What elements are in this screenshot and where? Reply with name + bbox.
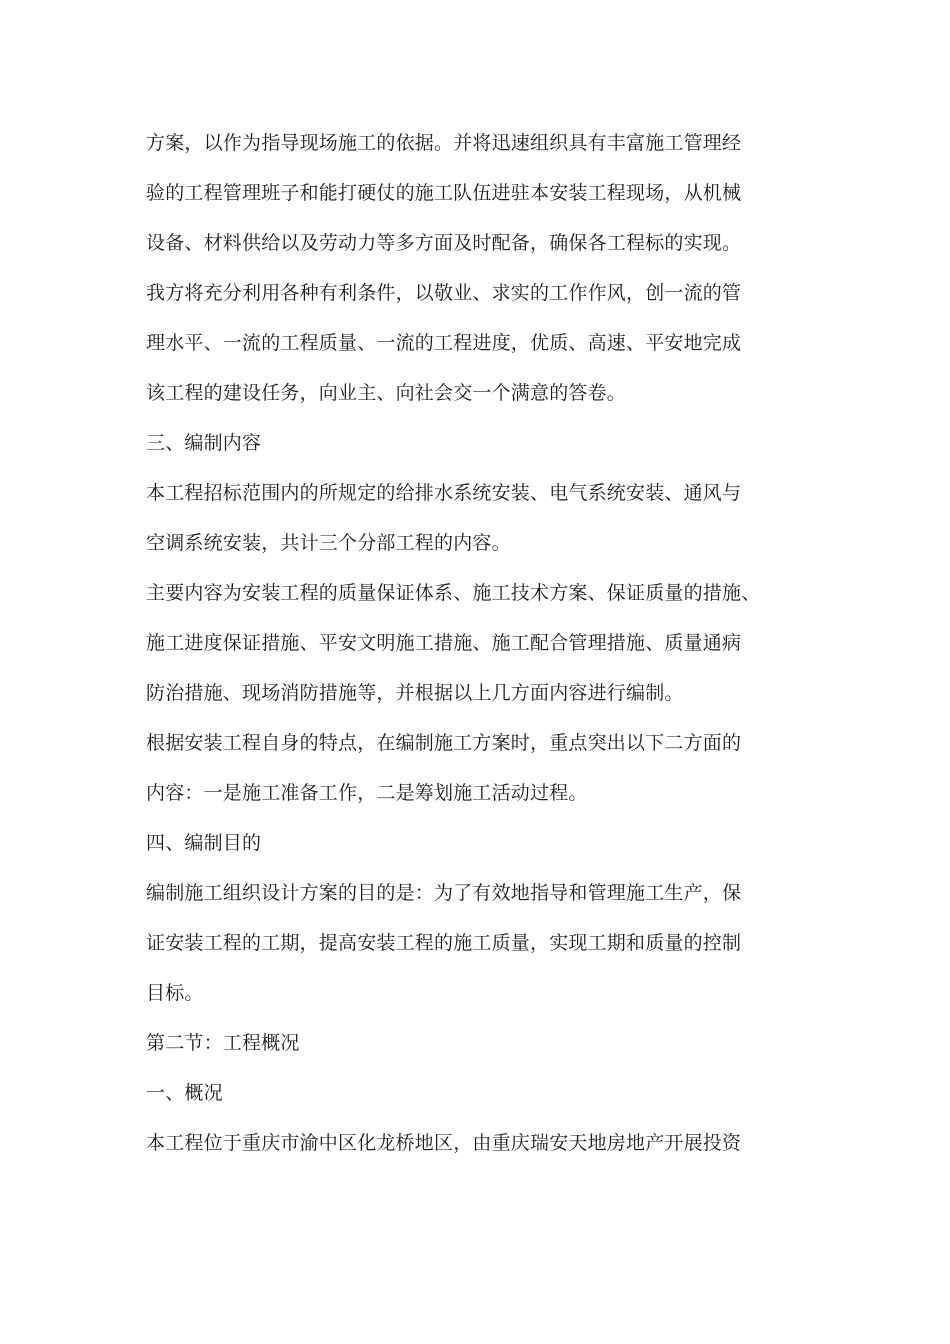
text-line: 本工程招标范围内的所规定的给排水系统安装、电气系统安装、通风与 [146, 482, 742, 504]
chapter-heading: 第二节：工程概况 [146, 1032, 300, 1054]
text-line: 目标。 [146, 982, 204, 1004]
text-line: 根据安装工程自身的特点，在编制施工方案时，重点突出以下二方面的 [146, 732, 742, 754]
section-heading: 四、编制目的 [146, 832, 262, 854]
section-heading: 一、概况 [146, 1082, 223, 1104]
text-line: 内容：一是施工准备工作，二是筹划施工活动过程。 [146, 782, 588, 804]
text-line: 我方将充分利用各种有利条件，以敬业、求实的工作作风，创一流的管 [146, 282, 742, 304]
text-line: 主要内容为安装工程的质量保证体系、施工技术方案、保证质量的措施、 [146, 582, 761, 604]
text-line: 该工程的建设任务，向业主、向社会交一个满意的答卷。 [146, 382, 627, 404]
text-line: 施工进度保证措施、平安文明施工措施、施工配合管理措施、质量通病 [146, 632, 742, 654]
text-line: 空调系统安装，共计三个分部工程的内容。 [146, 532, 511, 554]
text-line: 理水平、一流的工程质量、一流的工程进度，优质、高速、平安地完成 [146, 332, 742, 354]
text-line: 防治措施、现场消防措施等，并根据以上几方面内容进行编制。 [146, 682, 684, 704]
text-line: 验的工程管理班子和能打硬仗的施工队伍进驻本安装工程现场，从机械 [146, 182, 742, 204]
text-line: 证安装工程的工期，提高安装工程的施工质量，实现工期和质量的控制 [146, 932, 742, 954]
document-body [146, 118, 806, 1168]
text-line: 方案，以作为指导现场施工的依据。并将迅速组织具有丰富施工管理经 [146, 132, 742, 154]
text-line: 本工程位于重庆市渝中区化龙桥地区，由重庆瑞安天地房地产开展投资 [146, 1132, 742, 1154]
text-line: 设备、材料供给以及劳动力等多方面及时配备，确保各工程标的实现。 [146, 232, 742, 254]
text-line: 编制施工组织设计方案的目的是：为了有效地指导和管理施工生产，保 [146, 882, 742, 904]
section-heading: 三、编制内容 [146, 432, 262, 454]
